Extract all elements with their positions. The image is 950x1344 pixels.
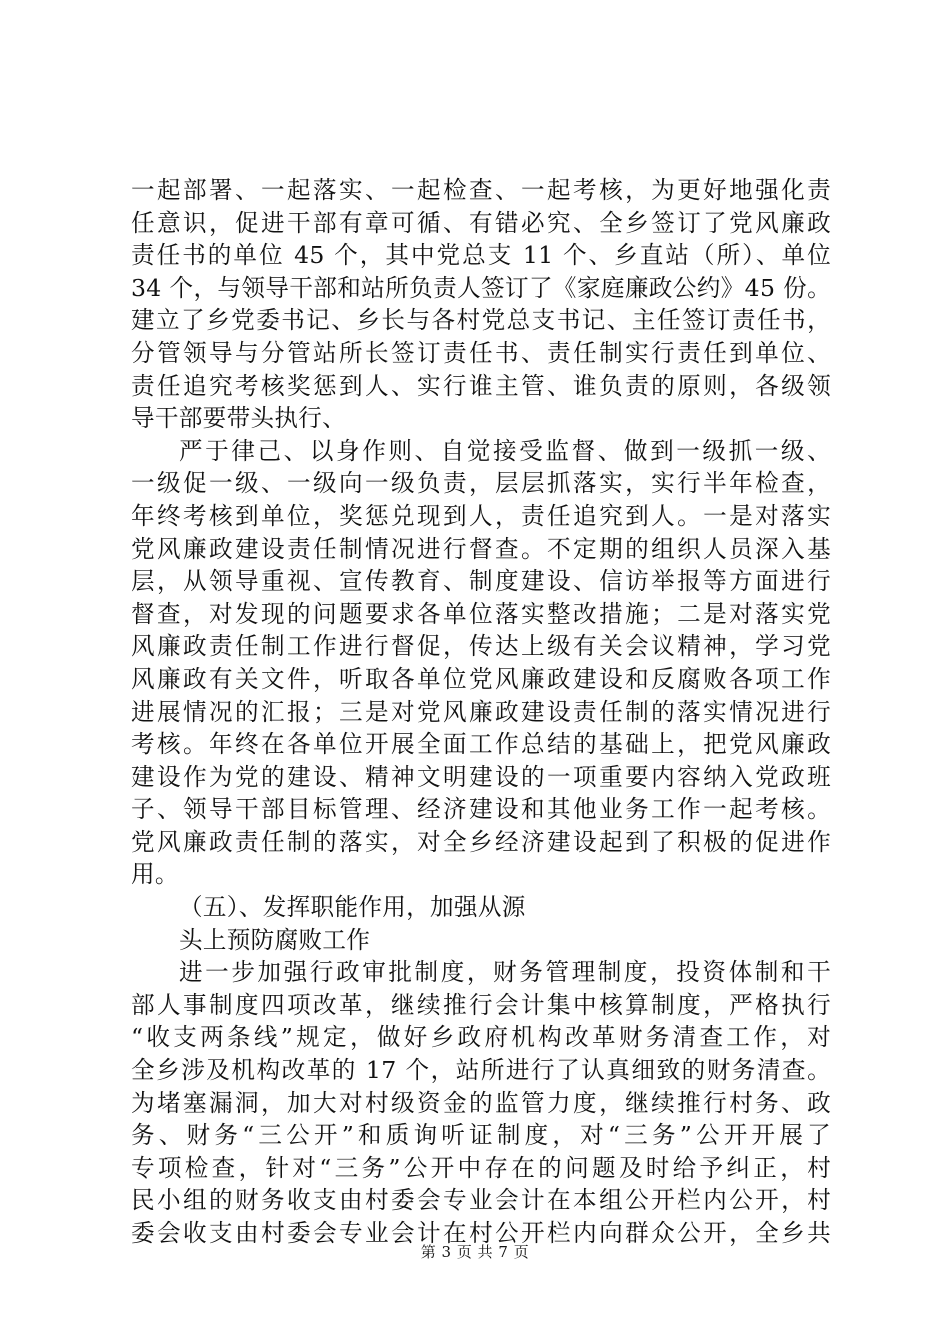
text-line: 风廉政有关文件，听取各单位党风廉政建设和反腐败各项工作 xyxy=(131,664,831,693)
text-line: 考核。年终在各单位开展全面工作总结的基础上，把党风廉政 xyxy=(131,730,831,759)
text-line: 责任书的单位 45 个，其中党总支 11 个、乡直站（所）、单位 xyxy=(131,241,831,270)
text-line: 风廉政责任制工作进行督促，传达上级有关会议精神，学习党 xyxy=(131,632,831,661)
text-line: 严于律己、以身作则、自觉接受监督、做到一级抓一级、 xyxy=(179,436,831,465)
text-line: 一级促一级、一级向一级负责，层层抓落实，实行半年检查， xyxy=(131,469,831,498)
text-line: 年终考核到单位，奖惩兑现到人，责任追究到人。一是对落实 xyxy=(131,501,831,530)
section-heading: （五）、发挥职能作用，加强从源 xyxy=(179,893,526,922)
text-line: 务、财务“三公开”和质询听证制度，对“三务”公开开展了 xyxy=(131,1121,831,1150)
text-line: “收支两条线”规定，做好乡政府机构改革财务清查工作，对 xyxy=(131,1023,831,1052)
section-heading: 头上预防腐败工作 xyxy=(179,925,371,954)
text-line: 建设作为党的建设、精神文明建设的一项重要内容纳入党政班 xyxy=(131,762,831,791)
text-line: 子、领导干部目标管理、经济建设和其他业务工作一起考核。 xyxy=(131,795,831,824)
text-line: 任意识，促进干部有章可循、有错必究、全乡签订了党风廉政 xyxy=(131,208,831,237)
text-line: 部人事制度四项改革，继续推行会计集中核算制度，严格执行 xyxy=(131,990,831,1019)
text-line: 一起部署、一起落实、一起检查、一起考核，为更好地强化责 xyxy=(131,176,831,204)
text-line: 进一步加强行政审批制度，财务管理制度，投资体制和干 xyxy=(179,958,831,987)
text-line: 层，从领导重视、宣传教育、制度建设、信访举报等方面进行 xyxy=(131,567,831,596)
text-line: 分管领导与分管站所长签订责任书、责任制实行责任到单位、 xyxy=(131,338,831,367)
text-line: 责任追究考核奖惩到人、实行谁主管、谁负责的原则，各级领 xyxy=(131,371,831,400)
text-line: 党风廉政责任制的落实，对全乡经济建设起到了积极的促进作 xyxy=(131,827,831,856)
text-line: 导干部要带头执行、 xyxy=(131,404,347,433)
text-line: 党风廉政建设责任制情况进行督查。不定期的组织人员深入基 xyxy=(131,534,831,563)
text-line: 民小组的财务收支由村委会专业会计在本组公开栏内公开，村 xyxy=(131,1186,831,1215)
text-line: 全乡涉及机构改革的 17 个，站所进行了认真细致的财务清查。 xyxy=(131,1056,831,1085)
text-line: 督查，对发现的问题要求各单位落实整改措施；二是对落实党 xyxy=(131,599,831,628)
text-line: 委会收支由村委会专业会计在村公开栏内向群众公开，全乡共 xyxy=(131,1219,831,1247)
text-line: 建立了乡党委书记、乡长与各村党总支书记、主任签订责任书， xyxy=(131,306,831,335)
text-line: 为堵塞漏洞，加大对村级资金的监管力度，继续推行村务、政 xyxy=(131,1088,831,1117)
page-number-footer: 第 3 页 共 7 页 xyxy=(420,1243,530,1261)
text-line: 34 个，与领导干部和站所负责人签订了《家庭廉政公约》45 份。 xyxy=(131,273,831,302)
text-line: 用。 xyxy=(131,860,179,889)
document-body xyxy=(131,174,831,1250)
text-line: 进展情况的汇报；三是对党风廉政建设责任制的落实情况进行 xyxy=(131,697,831,726)
text-line: 专项检查，针对“三务”公开中存在的问题及时给予纠正，村 xyxy=(131,1153,831,1182)
